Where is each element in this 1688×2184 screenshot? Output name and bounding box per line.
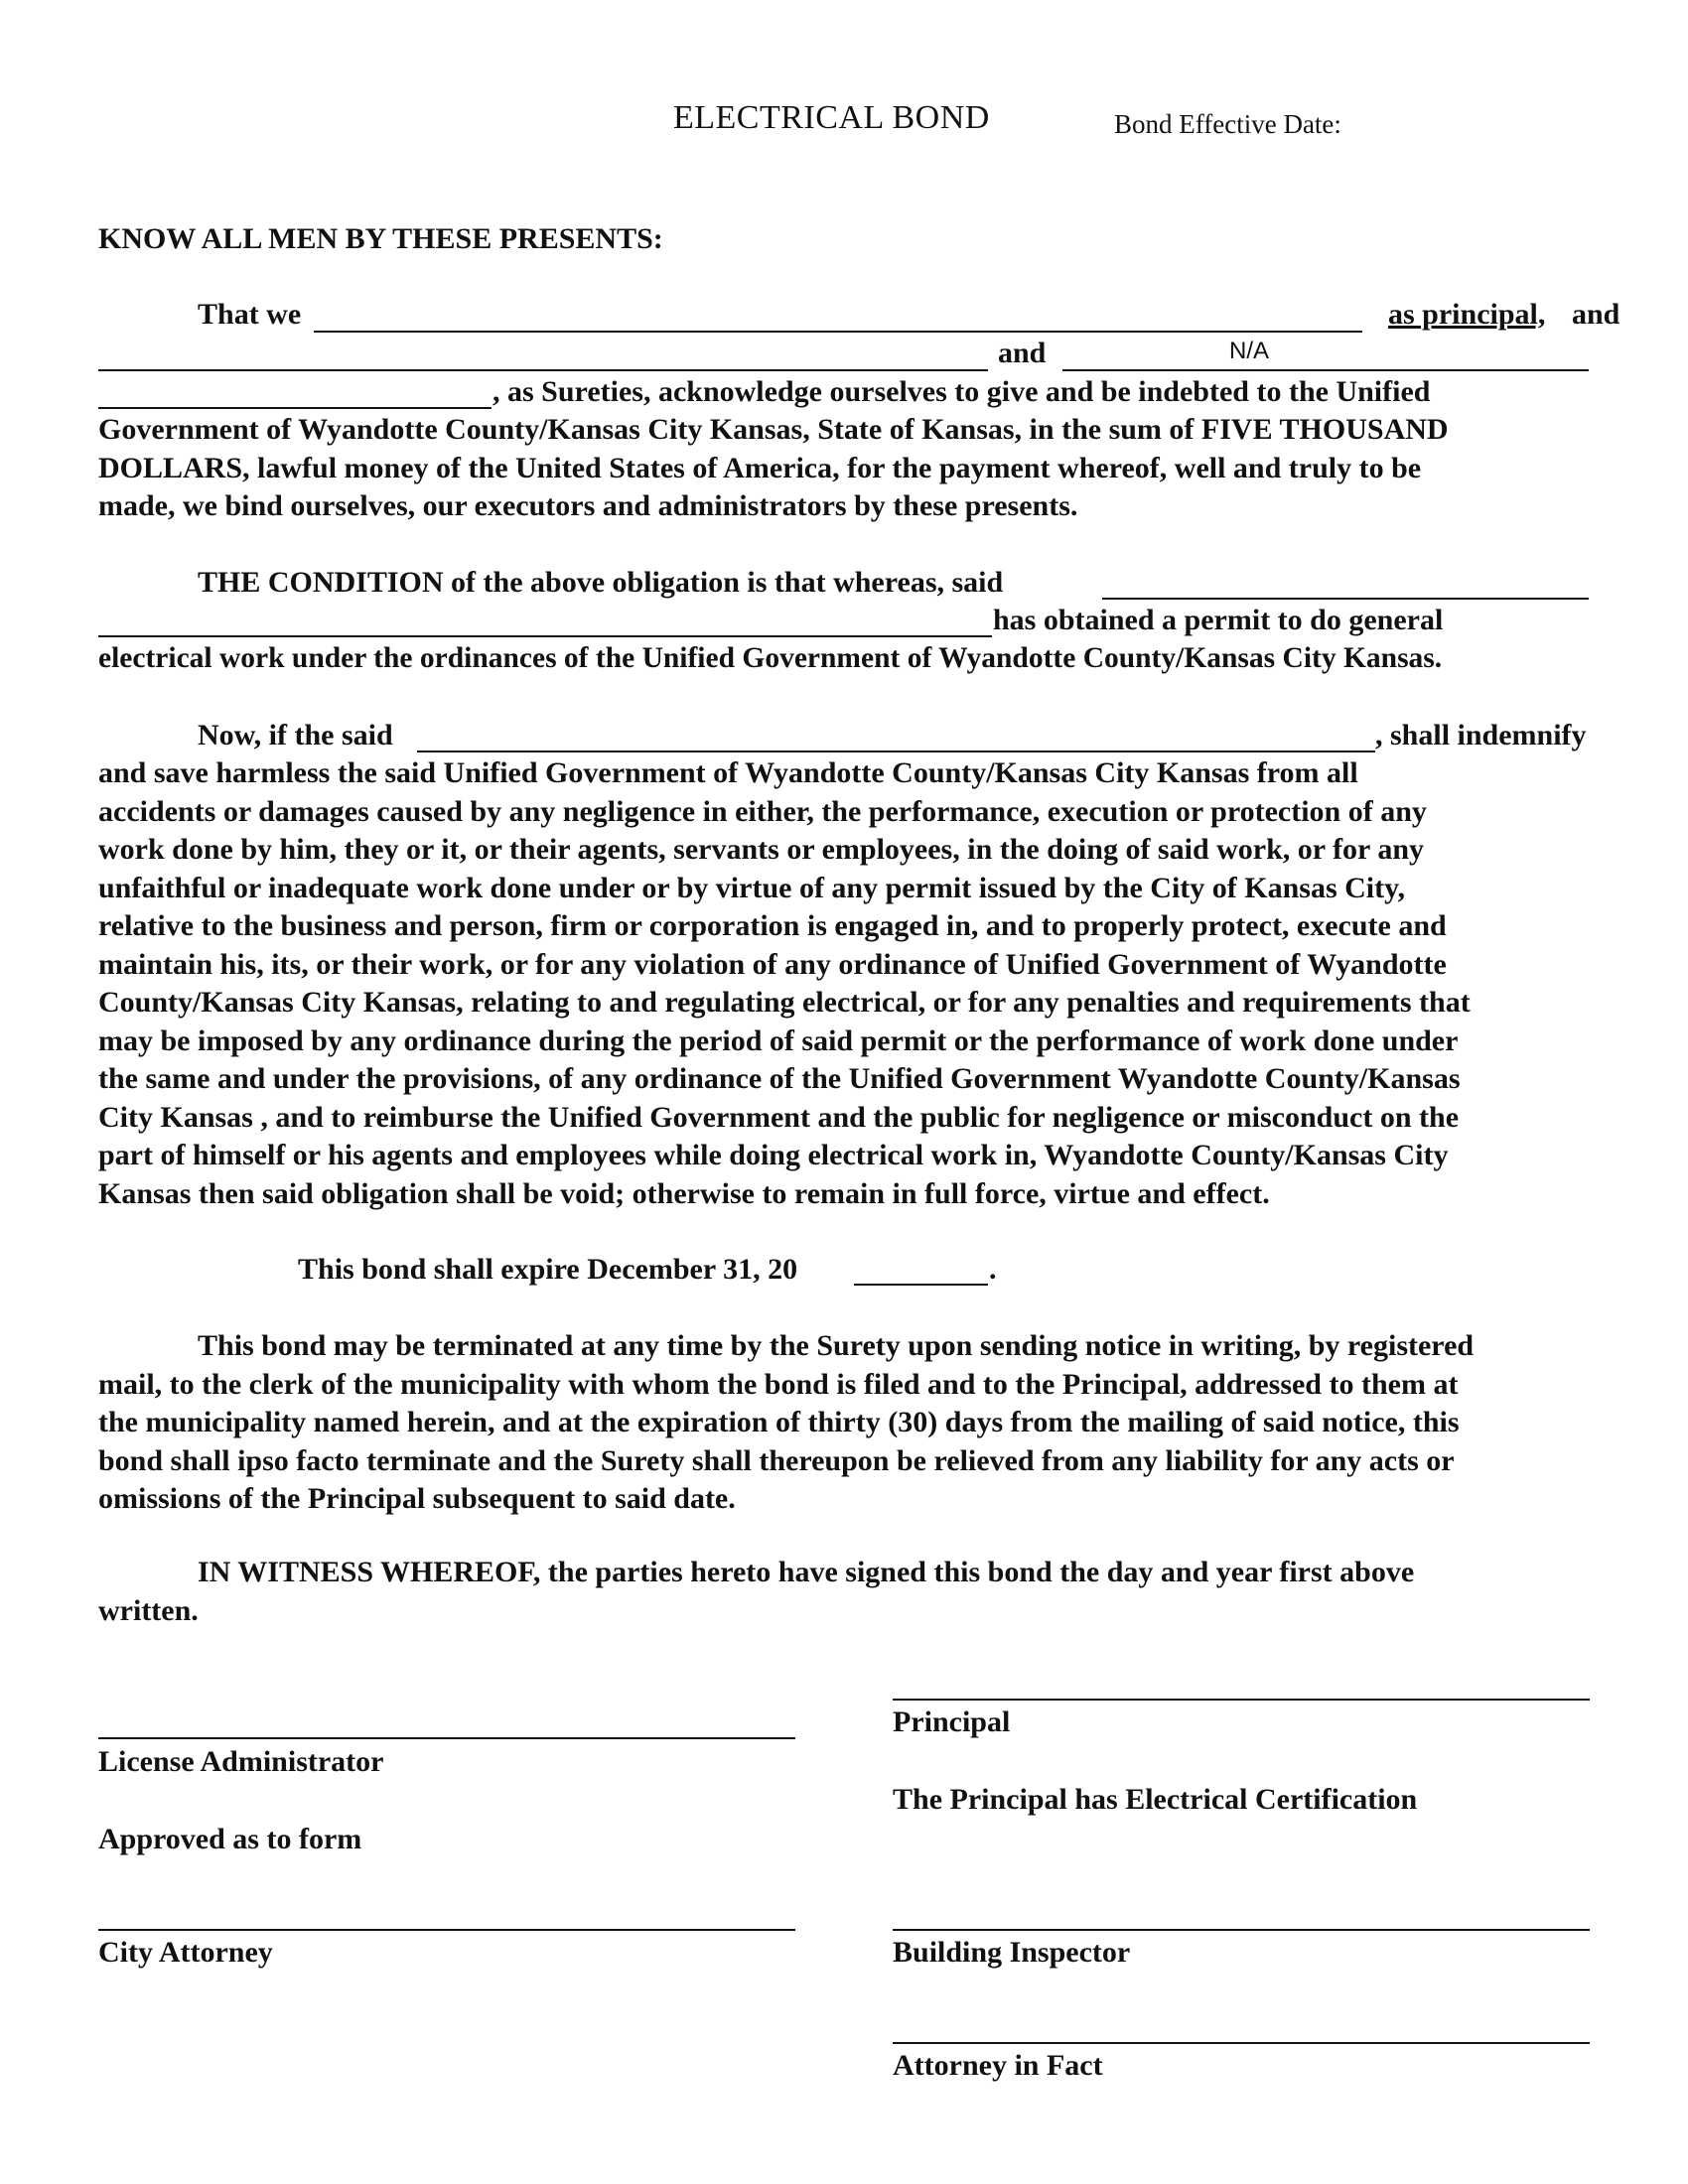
and-label-1: and <box>1572 298 1620 331</box>
indemnify-line: City Kansas , and to reimburse the Unified Government and the public for negligence or misconduct on the <box>98 1100 1460 1134</box>
as-principal-label: as principal, <box>1388 298 1546 331</box>
expire-period: . <box>989 1253 997 1286</box>
certification-label: The Principal has Electrical Certification <box>893 1783 1418 1816</box>
surety-2-value: N/A <box>1229 338 1270 364</box>
condition-permit-text: has obtained a permit to do general <box>993 604 1444 636</box>
surety-3-field[interactable] <box>98 407 492 409</box>
sureties-paragraph <box>98 411 1627 526</box>
document-title: ELECTRICAL BOND <box>673 99 990 136</box>
that-we-label: That we <box>198 298 302 331</box>
termination-line: bond shall ipso facto terminate and the Surety shall thereupon be relieved from any liability for any acts or <box>98 1443 1455 1477</box>
principal-name-field[interactable] <box>314 331 1362 333</box>
surety-2-field[interactable] <box>1062 369 1589 371</box>
condition-name-field-2[interactable] <box>98 635 992 637</box>
indemnify-line: County/Kansas City Kansas, relating to and regulating electrical, or for any penalties and requirements that <box>98 986 1471 1019</box>
license-admin-label: License Administrator <box>98 1745 384 1778</box>
expire-year-field[interactable] <box>854 1284 988 1286</box>
sureties-line: Government of Wyandotte County/Kansas City Kansas, State of Kansas, in the sum of FIVE THOUSAND <box>98 413 1449 446</box>
expire-text: This bond shall expire December 31, 20 <box>298 1253 798 1286</box>
witness-line: IN WITNESS WHEREOF, the parties hereto have signed this bond the day and year first above <box>198 1556 1415 1588</box>
sureties-text: , as Sureties, acknowledge ourselves to give and be indebted to the Unified <box>492 375 1431 408</box>
sureties-line: DOLLARS, lawful money of the United States of America, for the payment whereof, well and truly to be <box>98 451 1422 484</box>
license-admin-signature-line[interactable] <box>98 1737 795 1739</box>
know-all-men-heading: KNOW ALL MEN BY THESE PRESENTS: <box>98 222 663 255</box>
witness-line: written. <box>98 1593 199 1627</box>
surety-1-field[interactable] <box>98 369 988 371</box>
indemnify-line: unfaithful or inadequate work done under or by virtue of any permit issued by the City of Kansas City, <box>98 871 1405 904</box>
termination-line: mail, to the clerk of the municipality with whom the bond is filed and to the Principal, addressed to them at <box>98 1367 1459 1401</box>
indemnify-line: and save harmless the said Unified Government of Wyandotte County/Kansas City Kansas from all <box>98 756 1358 789</box>
termination-line: omissions of the Principal subsequent to said date. <box>98 1482 736 1515</box>
city-attorney-signature-line[interactable] <box>98 1929 795 1931</box>
indemnify-paragraph <box>98 754 1627 1213</box>
bond-effective-date-label: Bond Effective Date: <box>1114 109 1341 139</box>
indemnify-lead: Now, if the said <box>198 719 393 751</box>
indemnify-tail: , shall indemnify <box>1375 719 1587 751</box>
termination-paragraph <box>98 1327 1627 1519</box>
condition-lead: THE CONDITION of the above obligation is that whereas, said <box>198 566 1004 599</box>
indemnify-line: Kansas then said obligation shall be void; otherwise to remain in full force, virtue and effect. <box>98 1176 1270 1210</box>
indemnify-name-field[interactable] <box>417 751 1375 752</box>
condition-name-field-1[interactable] <box>1102 598 1589 600</box>
and-label-2: and <box>998 337 1047 369</box>
approved-label: Approved as to form <box>98 1823 362 1855</box>
indemnify-line: relative to the business and person, firm or corporation is engaged in, and to properly protect, execute and <box>98 909 1447 942</box>
indemnify-line: the same and under the provisions, of any ordinance of the Unified Government Wyandotte County/Kansas <box>98 1062 1461 1095</box>
witness-paragraph <box>98 1554 1627 1630</box>
sureties-line: made, we bind ourselves, our executors and administrators by these presents. <box>98 489 1078 522</box>
indemnify-line: accidents or damages caused by any negligence in either, the performance, execution or protection of any <box>98 794 1427 828</box>
building-inspector-label: Building Inspector <box>893 1936 1131 1969</box>
condition-line-3: electrical work under the ordinances of the Unified Government of Wyandotte County/Kansas City Kansas. <box>98 642 1443 674</box>
attorney-in-fact-signature-line[interactable] <box>893 2042 1590 2044</box>
city-attorney-label: City Attorney <box>98 1936 273 1969</box>
indemnify-line: part of himself or his agents and employees while doing electrical work in, Wyandotte County/Kansas City <box>98 1139 1449 1171</box>
building-inspector-signature-line[interactable] <box>893 1929 1590 1931</box>
principal-signature-line[interactable] <box>893 1699 1590 1701</box>
termination-line: the municipality named herein, and at the expiration of thirty (30) days from the mailing of said notice, this <box>98 1406 1460 1438</box>
termination-line: This bond may be terminated at any time by the Surety upon sending notice in writing, by registered <box>198 1329 1475 1362</box>
principal-label: Principal <box>893 1706 1011 1738</box>
indemnify-line: maintain his, its, or their work, or for any violation of any ordinance of Unified Government of Wyandotte <box>98 947 1447 981</box>
indemnify-line: work done by him, they or it, or their agents, servants or employees, in the doing of said work, or for any <box>98 833 1425 866</box>
attorney-in-fact-label: Attorney in Fact <box>893 2049 1103 2082</box>
indemnify-line: may be imposed by any ordinance during the period of said permit or the performance of work done under <box>98 1024 1459 1057</box>
